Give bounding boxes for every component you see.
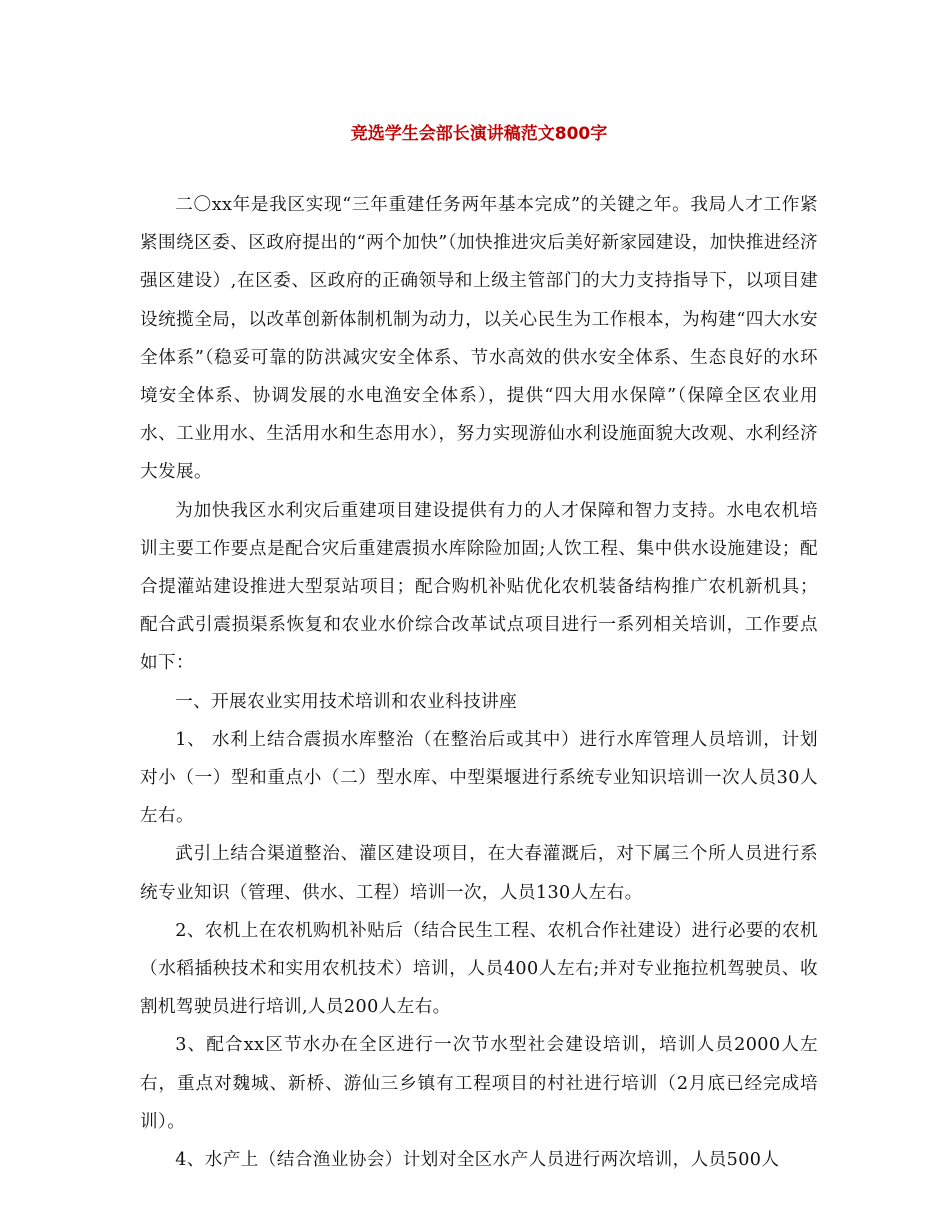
document-body [140,186,818,1179]
list-item-2: 2、农机上在农机购机补贴后（结合民生工程、农机合作社建设）进行必要的农机（水稻插秧技术和实用农机技术）培训，人员400人左右;并对专业拖拉机驾驶员、收割机驾驶员进行培训,人员200人左右。 [140,920,818,1018]
list-item-1: 1、 水利上结合震损水库整治（在整治后或其中）进行水库管理人员培训，计划对小（一）型和重点小（二）型水库、中型渠堰进行系统专业知识培训一次人员30人左右。 [140,729,818,827]
section-heading-1: 一、开展农业实用技术培训和农业科技讲座 [175,691,518,712]
list-item-4: 4、水产上（结合渔业协会）计划对全区水产人员进行两次培训，人员500人 [175,1150,780,1171]
paragraph-intro: 二〇xx年是我区实现“三年重建任务两年基本完成”的关键之年。我局人才工作紧紧围绕区委、区政府提出的“两个加快”（加快推进灾后美好新家园建设，加快推进经济强区建设）,在区委、区政府的正确领导和上级主管部门的大力支持指导下，以项目建设统揽全局，以改革创新体制机制为动力，以关心民生为工作根本，为构建“四大水安全体系”（稳妥可靠的防洪减灾安全体系、节水高效的供水安全体系、生态良好的水环境安全体系、协调发展的水电渔安全体系），提供“四大用水保障”（保障全区农业用水、工业用水、生活用水和生态用水），努力实现游仙水利设施面貌大改观、水利经济大发展。 [140,195,818,483]
paragraph-wuyin: 武引上结合渠道整治、灌区建设项目，在大春灌溉后，对下属三个所人员进行系统专业知识（管理、供水、工程）培训一次，人员130人左右。 [140,844,818,903]
list-item-3: 3、配合xx区节水办在全区进行一次节水型社会建设培训，培训人员2000人左右，重点对魏城、新桥、游仙三乡镇有工程项目的村社进行培训（2月底已经完成培训）。 [140,1035,818,1132]
paragraph-goals: 为加快我区水利灾后重建项目建设提供有力的人才保障和智力支持。水电农机培训主要工作要点是配合灾后重建震损水库除险加固;人饮工程、集中供水设施建设；配合提灌站建设推进大型泵站项目；配合购机补贴优化农机装备结构推广农机新机具；配合武引震损渠系恢复和农业水价综合改革试点项目进行一系列相关培训，工作要点如下： [140,500,818,674]
document-title: 竞选学生会部长演讲稿范文800字 [350,124,608,144]
